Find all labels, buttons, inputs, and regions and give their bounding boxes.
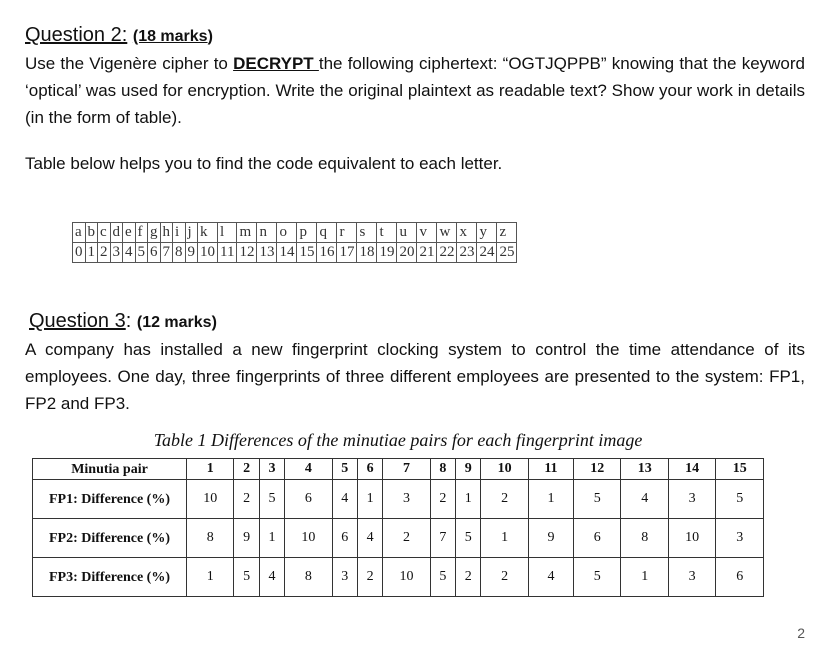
alphabet-letter-cell: y xyxy=(477,223,497,243)
difference-value-cell: 2 xyxy=(357,558,382,597)
alphabet-code-cell: 21 xyxy=(417,243,437,263)
alphabet-code-cell: 8 xyxy=(173,243,186,263)
page-number: 2 xyxy=(797,625,805,641)
alphabet-letter-cell: j xyxy=(185,223,198,243)
minutia-pair-number: 1 xyxy=(187,459,234,480)
question-3-colon: : xyxy=(125,310,132,332)
alphabet-letter-cell: r xyxy=(337,223,357,243)
table-note: Table below helps you to find the code equivalent to each letter. xyxy=(25,154,503,173)
alphabet-letter-cell: h xyxy=(160,223,173,243)
alphabet-letter-cell: m xyxy=(237,223,257,243)
fingerprint-row-label: FP2: Difference (%) xyxy=(33,519,187,558)
difference-value-cell: 1 xyxy=(187,558,234,597)
minutia-pair-number: 2 xyxy=(234,459,259,480)
minutiae-header-row xyxy=(33,459,764,480)
fingerprint-row-label: FP3: Difference (%) xyxy=(33,558,187,597)
difference-value-cell: 1 xyxy=(357,480,382,519)
difference-value-cell: 4 xyxy=(528,558,573,597)
alphabet-code-cell: 24 xyxy=(477,243,497,263)
question-2-marks-close: ) xyxy=(207,28,213,45)
difference-value-cell: 3 xyxy=(716,519,764,558)
alphabet-code-cell: 25 xyxy=(497,243,517,263)
alphabet-code-cell: 6 xyxy=(148,243,161,263)
alphabet-code-cell: 5 xyxy=(135,243,148,263)
difference-value-cell: 10 xyxy=(187,480,234,519)
difference-value-cell: 2 xyxy=(456,558,481,597)
difference-value-cell: 1 xyxy=(528,480,573,519)
alphabet-code-cell: 15 xyxy=(297,243,317,263)
table-caption: Table 1 Differences of the minutiae pairs for each fingerprint image xyxy=(153,430,643,450)
alphabet-letter-cell: f xyxy=(135,223,148,243)
minutiae-table xyxy=(32,458,764,597)
difference-value-cell: 6 xyxy=(332,519,357,558)
fingerprint-row xyxy=(33,480,764,519)
difference-value-cell: 8 xyxy=(285,558,332,597)
difference-value-cell: 3 xyxy=(383,480,430,519)
question-3-title xyxy=(29,310,217,333)
difference-value-cell: 3 xyxy=(668,480,715,519)
difference-value-cell: 2 xyxy=(481,558,528,597)
alphabet-letter-cell: p xyxy=(297,223,317,243)
difference-value-cell: 5 xyxy=(573,558,620,597)
minutia-pair-number: 5 xyxy=(332,459,357,480)
minutia-pair-number: 14 xyxy=(668,459,715,480)
minutia-pair-number: 4 xyxy=(285,459,332,480)
alphabet-code-table xyxy=(72,222,517,263)
difference-value-cell: 10 xyxy=(668,519,715,558)
difference-value-cell: 2 xyxy=(234,480,259,519)
alphabet-code-cell: 12 xyxy=(237,243,257,263)
alphabet-letter-cell: q xyxy=(317,223,337,243)
minutia-pair-number: 9 xyxy=(456,459,481,480)
alphabet-code-cell: 1 xyxy=(85,243,98,263)
alphabet-letter-cell: t xyxy=(377,223,397,243)
alphabet-code-cell: 4 xyxy=(123,243,136,263)
alphabet-letter-cell: w xyxy=(437,223,457,243)
alphabet-letter-cell: o xyxy=(277,223,297,243)
difference-value-cell: 1 xyxy=(481,519,528,558)
alphabet-code-cell: 18 xyxy=(357,243,377,263)
difference-value-cell: 1 xyxy=(259,519,284,558)
difference-value-cell: 3 xyxy=(668,558,715,597)
difference-value-cell: 5 xyxy=(234,558,259,597)
alphabet-letter-cell: s xyxy=(357,223,377,243)
difference-value-cell: 6 xyxy=(716,558,764,597)
alphabet-letter-cell: u xyxy=(397,223,417,243)
minutia-pair-number: 7 xyxy=(383,459,430,480)
difference-value-cell: 5 xyxy=(716,480,764,519)
question-2-text-post: the following ciphertext: “OGTJQPPB” knowing that the keyword ‘optical’ was used for encryption. Write the original plaintext as readable text? Show your work in details (in the form of table). xyxy=(25,54,806,127)
alphabet-letter-cell: d xyxy=(110,223,123,243)
question-2-heading: Question 2: xyxy=(25,24,128,46)
difference-value-cell: 10 xyxy=(285,519,332,558)
alphabet-letter-cell: x xyxy=(457,223,477,243)
alphabet-code-cell: 17 xyxy=(337,243,357,263)
minutia-pair-number: 13 xyxy=(621,459,668,480)
difference-value-cell: 10 xyxy=(383,558,430,597)
difference-value-cell: 5 xyxy=(259,480,284,519)
question-2-text-pre: Use the Vigenère cipher to xyxy=(25,54,234,73)
alphabet-code-cell: 20 xyxy=(397,243,417,263)
question-2-marks: (18 marks xyxy=(132,28,208,45)
alphabet-letter-cell: e xyxy=(123,223,136,243)
question-2-title xyxy=(25,24,213,47)
minutia-pair-number: 12 xyxy=(573,459,620,480)
alphabet-letter-cell: n xyxy=(257,223,277,243)
alphabet-letter-cell: b xyxy=(85,223,98,243)
alphabet-code-cell: 23 xyxy=(457,243,477,263)
alphabet-code-cell: 3 xyxy=(110,243,123,263)
alphabet-letter-cell: z xyxy=(497,223,517,243)
minutia-pair-number: 10 xyxy=(481,459,528,480)
minutia-pair-number: 8 xyxy=(430,459,455,480)
difference-value-cell: 8 xyxy=(187,519,234,558)
difference-value-cell: 6 xyxy=(573,519,620,558)
alphabet-code-cell: 13 xyxy=(257,243,277,263)
decrypt-keyword: DECRYPT xyxy=(233,54,319,73)
alphabet-code-cell: 11 xyxy=(218,243,237,263)
difference-value-cell: 7 xyxy=(430,519,455,558)
difference-value-cell: 1 xyxy=(621,558,668,597)
alphabet-code-cell: 7 xyxy=(160,243,173,263)
difference-value-cell: 5 xyxy=(573,480,620,519)
difference-value-cell: 2 xyxy=(383,519,430,558)
alphabet-code-cell: 9 xyxy=(185,243,198,263)
alphabet-letter-cell: v xyxy=(417,223,437,243)
alphabet-code-cell: 0 xyxy=(73,243,86,263)
minutia-pair-header: Minutia pair xyxy=(33,459,187,480)
minutia-pair-number: 11 xyxy=(528,459,573,480)
alphabet-letters-row xyxy=(73,223,517,243)
alphabet-code-cell: 10 xyxy=(198,243,218,263)
alphabet-letter-cell: i xyxy=(173,223,186,243)
difference-value-cell: 2 xyxy=(481,480,528,519)
alphabet-letter-cell: c xyxy=(98,223,111,243)
difference-value-cell: 4 xyxy=(357,519,382,558)
difference-value-cell: 6 xyxy=(285,480,332,519)
alphabet-letter-cell: l xyxy=(218,223,237,243)
alphabet-code-cell: 22 xyxy=(437,243,457,263)
fingerprint-row-label: FP1: Difference (%) xyxy=(33,480,187,519)
alphabet-code-cell: 19 xyxy=(377,243,397,263)
difference-value-cell: 8 xyxy=(621,519,668,558)
difference-value-cell: 9 xyxy=(234,519,259,558)
alphabet-code-cell: 16 xyxy=(317,243,337,263)
alphabet-code-cell: 2 xyxy=(98,243,111,263)
alphabet-letter-cell: a xyxy=(73,223,86,243)
question-3-marks: (12 marks) xyxy=(136,314,217,331)
difference-value-cell: 5 xyxy=(430,558,455,597)
question-3-text: A company has installed a new fingerprint clocking system to control the time attendance of its employees. One day, three fingerprints of three different employees are presented to the system: FP1, FP2 and FP3. xyxy=(25,340,805,413)
difference-value-cell: 4 xyxy=(621,480,668,519)
difference-value-cell: 5 xyxy=(456,519,481,558)
question-3-heading: Question 3 xyxy=(29,310,126,332)
minutia-pair-number: 6 xyxy=(357,459,382,480)
difference-value-cell: 4 xyxy=(259,558,284,597)
difference-value-cell: 9 xyxy=(528,519,573,558)
difference-value-cell: 2 xyxy=(430,480,455,519)
fingerprint-row xyxy=(33,558,764,597)
minutia-pair-number: 15 xyxy=(716,459,764,480)
question-2-text xyxy=(25,50,805,131)
difference-value-cell: 4 xyxy=(332,480,357,519)
alphabet-codes-row xyxy=(73,243,517,263)
fingerprint-row xyxy=(33,519,764,558)
difference-value-cell: 3 xyxy=(332,558,357,597)
alphabet-letter-cell: g xyxy=(148,223,161,243)
alphabet-code-cell: 14 xyxy=(277,243,297,263)
difference-value-cell: 1 xyxy=(456,480,481,519)
alphabet-letter-cell: k xyxy=(198,223,218,243)
minutia-pair-number: 3 xyxy=(259,459,284,480)
